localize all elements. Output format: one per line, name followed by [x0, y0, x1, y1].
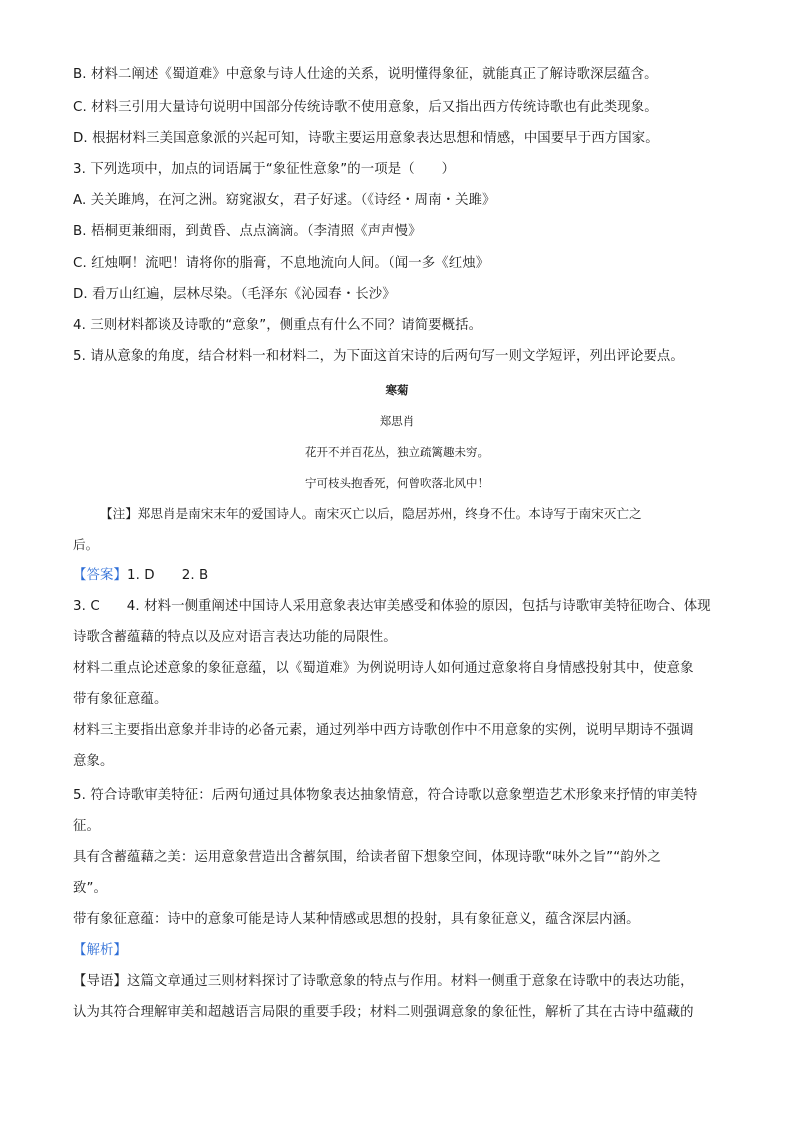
answer-choices-1-2: 1. D 2. B	[126, 568, 209, 583]
analysis-label: 【解析】	[73, 943, 127, 958]
q3-option-d: D. 看万山红遍，层林尽染。（毛泽东《沁园春・长沙》	[73, 287, 396, 302]
answer-line-4: 材料二重点论述意象的象征意蕴，以《蜀道难》为例说明诗人如何通过意象将自身情感投射其中，使意象	[73, 661, 694, 676]
analysis-line-1: 【导语】这篇文章通过三则材料探讨了诗歌意象的特点与作用。材料一侧重于意象在诗歌中的表达功能，	[73, 974, 694, 989]
poem-note-line-2: 后。	[73, 537, 99, 552]
answer-line-10: 具有含蓄蕴藉之美：运用意象营造出含蓄氛围，给读者留下想象空间，体现诗歌“味外之旨”“韵外之	[73, 850, 661, 865]
q3-option-c: C. 红烛啊！流吧！请将你的脂膏，不息地流向人间。（闻一多《红烛》	[73, 256, 490, 271]
question-3: 3. 下列选项中，加点的词语属于“象征性意象”的一项是（ ）	[73, 162, 456, 177]
answer-line-2: 3. C 4. 材料一侧重阐述中国诗人采用意象表达审美感受和体验的原因，包括与诗歌审美特征吻合、体现	[73, 599, 711, 614]
q3-option-a: A. 关关雎鸠，在河之洲。窈窕淑女，君子好逑。（《诗经・周南・关雎》	[73, 193, 496, 208]
question-4: 4. 三则材料都谈及诗歌的“意象”，侧重点有什么不同？请简要概括。	[73, 318, 483, 333]
answer-line-1	[73, 566, 208, 586]
option-d-text: D. 根据材料三美国意象派的兴起可知，诗歌主要运用意象表达思想和情感，中国要早于西方国家。	[73, 131, 659, 146]
answer-line-8: 5. 符合诗歌审美特征：后两句通过具体物象表达抽象情意，符合诗歌以意象塑造艺术形象来抒情的审美特	[73, 788, 698, 803]
poem-author: 郑思肖	[379, 414, 415, 428]
answer-line-11: 致”。	[73, 881, 108, 896]
option-c-text: C. 材料三引用大量诗句说明中国部分传统诗歌不使用意象，后又指出西方传统诗歌也有此类现象。	[73, 100, 658, 115]
option-b-text: B. 材料二阐述《蜀道难》中意象与诗人仕途的关系，说明懂得象征，就能真正了解诗歌深层蕴含。	[73, 67, 658, 82]
answer-line-5: 带有象征意蕴。	[73, 692, 168, 707]
answer-line-12: 带有象征意蕴：诗中的意象可能是诗人某种情感或思想的投射，具有象征意义，蕴含深层内涵。	[73, 912, 640, 927]
analysis-line-2: 认为其符合理解审美和超越语言局限的重要手段；材料二则强调意象的象征性，解析了其在古诗中蕴藏的	[73, 1005, 694, 1020]
poem-title: 寒菊	[385, 383, 409, 397]
answer-line-6: 材料三主要指出意象并非诗的必备元素，通过列举中西方诗歌创作中不用意象的实例，说明早期诗不强调	[73, 723, 694, 738]
poem-line-1: 花开不并百花丛，独立疏篱趣未穷。	[305, 445, 489, 459]
answer-line-7: 意象。	[73, 754, 114, 769]
answer-line-9: 征。	[73, 819, 100, 834]
q3-option-b: B. 梧桐更兼细雨，到黄昏、点点滴滴。（李清照《声声慢》	[73, 224, 422, 239]
answer-line-3: 诗歌含蓄蕴藉的特点以及应对语言表达功能的局限性。	[73, 630, 397, 645]
answer-label: 【答案】	[73, 568, 127, 583]
poem-line-2: 宁可枝头抱香死，何曾吹落北风中！	[305, 476, 489, 490]
poem-note-line-1: 【注】郑思肖是南宋末年的爱国诗人。南宋灭亡以后，隐居苏州，终身不仕。本诗写于南宋灭亡之	[100, 506, 642, 521]
question-5: 5. 请从意象的角度，结合材料一和材料二，为下面这首宋诗的后两句写一则文学短评，列出评论要点。	[73, 349, 684, 364]
